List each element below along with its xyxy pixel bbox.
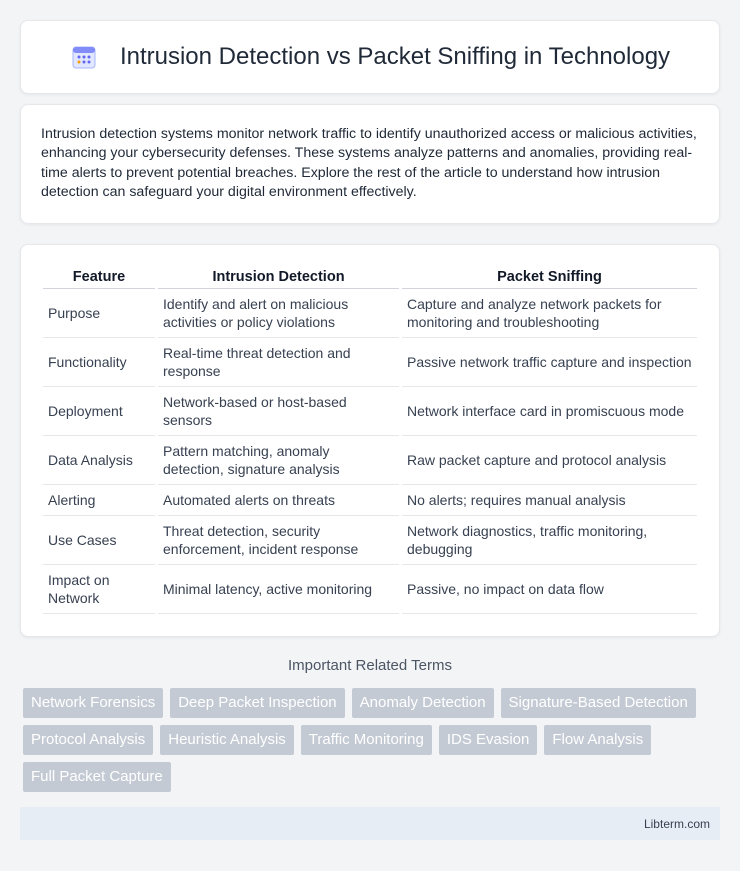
table-cell-feature: Use Cases [43,516,155,565]
table-cell: Network diagnostics, traffic monitoring, debugging [402,516,697,565]
table-row [43,387,697,436]
page-title: Intrusion Detection vs Packet Sniffing in Technology [119,43,671,70]
related-term-tag[interactable]: Deep Packet Inspection [170,688,344,718]
table-cell: Pattern matching, anomaly detection, signature analysis [158,436,399,485]
column-header-feature: Feature [43,265,155,289]
related-term-tag[interactable]: Traffic Monitoring [301,725,432,755]
table-cell: Capture and analyze network packets for monitoring and troubleshooting [402,289,697,338]
related-term-tag[interactable]: Full Packet Capture [23,762,171,792]
column-header-packet-sniffing: Packet Sniffing [402,265,697,289]
table-cell-feature: Functionality [43,338,155,387]
table-cell: Threat detection, security enforcement, incident response [158,516,399,565]
title-card [20,20,720,94]
related-term-tag[interactable]: Protocol Analysis [23,725,153,755]
related-term-tag[interactable]: Anomaly Detection [352,688,494,718]
footer-site-link[interactable]: Libterm.com [643,816,710,831]
table-cell: Network-based or host-based sensors [158,387,399,436]
table-cell: Real-time threat detection and response [158,338,399,387]
table-cell: No alerts; requires manual analysis [402,485,697,516]
table-cell-feature: Purpose [43,289,155,338]
table-cell: Raw packet capture and protocol analysis [402,436,697,485]
related-terms-heading: Important Related Terms [288,657,452,674]
table-cell: Automated alerts on threats [158,485,399,516]
table-row [43,516,697,565]
table-cell: Network interface card in promiscuous mode [402,387,697,436]
related-term-tag[interactable]: IDS Evasion [439,725,538,755]
calendar-grid-icon [70,43,98,71]
table-cell-feature: Alerting [43,485,155,516]
table-row [43,436,697,485]
comparison-table [40,265,700,614]
table-cell: Identify and alert on malicious activities or policy violations [158,289,399,338]
column-header-intrusion-detection: Intrusion Detection [158,265,399,289]
table-cell: Passive, no impact on data flow [402,565,697,614]
related-term-tag[interactable]: Flow Analysis [544,725,651,755]
table-row [43,289,697,338]
footer [20,807,720,840]
intro-card [20,104,720,224]
table-row [43,485,697,516]
table-header-row [43,265,697,289]
intro-paragraph: Intrusion detection systems monitor network traffic to identify unauthorized access or malicious activities, enhancing your cybersecurity defenses. These systems analyze patterns and anomalies, providing real-time alerts to prevent potential breaches. Explore the rest of the article to understand how intrusion detection can safeguard your digital environment effectively. [41,126,697,200]
table-cell-feature: Data Analysis [43,436,155,485]
table-cell: Passive network traffic capture and inspection [402,338,697,387]
table-cell-feature: Impact on Network [43,565,155,614]
related-term-tag[interactable]: Signature-Based Detection [501,688,696,718]
table-row [43,338,697,387]
comparison-card [20,244,720,637]
table-cell-feature: Deployment [43,387,155,436]
table-row [43,565,697,614]
related-term-tag[interactable]: Heuristic Analysis [160,725,294,755]
related-terms-list [23,688,723,792]
related-term-tag[interactable]: Network Forensics [23,688,163,718]
table-cell: Minimal latency, active monitoring [158,565,399,614]
